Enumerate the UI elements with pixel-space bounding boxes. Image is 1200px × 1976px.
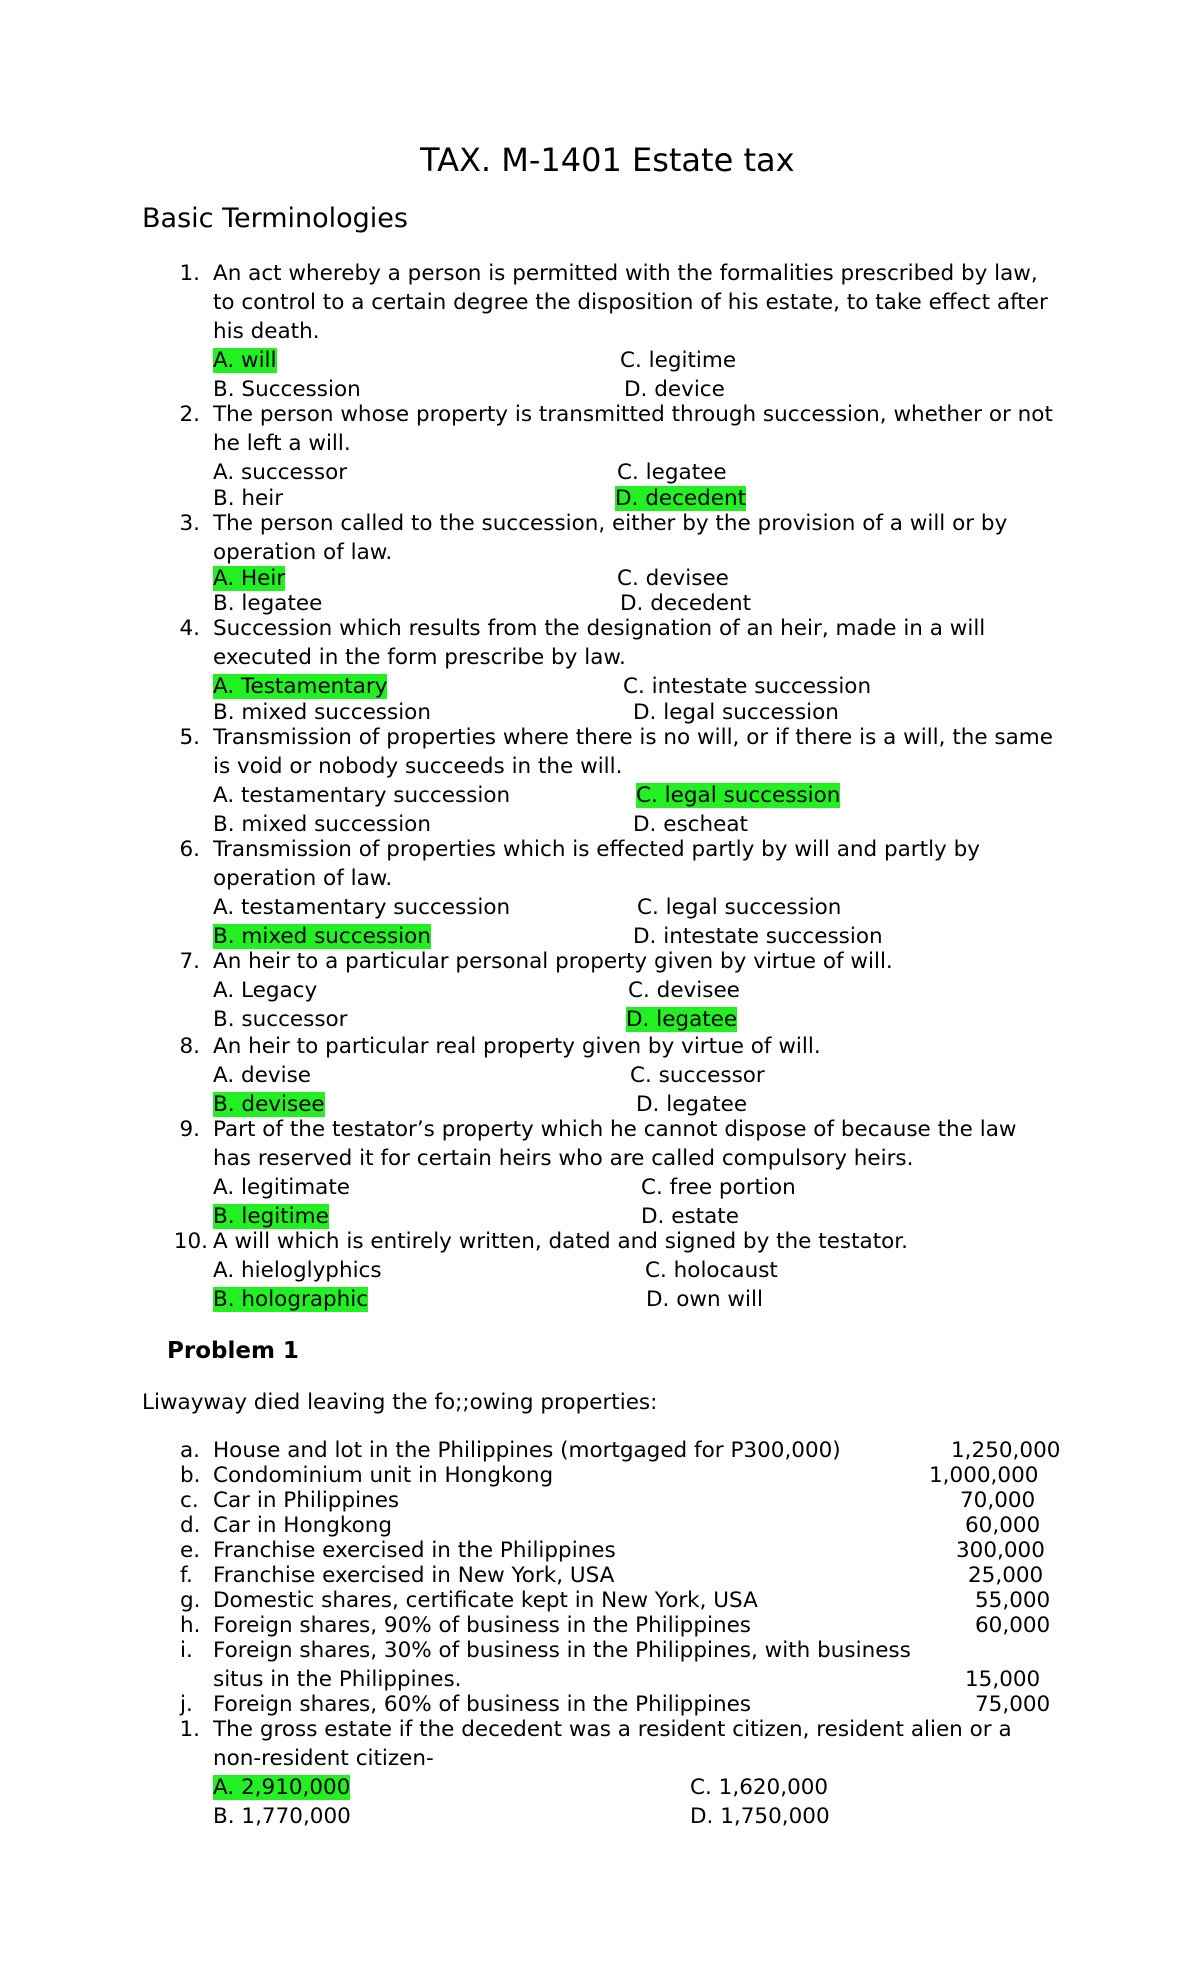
property-description: Franchise exercised in New York, USA bbox=[213, 1563, 615, 1588]
answer-option-d: D. 1,750,000 bbox=[690, 1804, 830, 1829]
answer-option-d: D. intestate succession bbox=[633, 924, 883, 949]
answer-option-b bbox=[213, 1286, 368, 1313]
answer-option-b: B. Succession bbox=[213, 377, 361, 402]
answer-option-b bbox=[213, 1091, 325, 1118]
problem-heading: Problem 1 bbox=[167, 1338, 299, 1364]
answer-option-a: A. testamentary succession bbox=[213, 895, 511, 920]
question-text: to control to a certain degree the disposition of his estate, to take effect after bbox=[213, 290, 1048, 315]
question-number: 9. bbox=[179, 1117, 200, 1142]
answer-option-b: B. 1,770,000 bbox=[213, 1804, 351, 1829]
question-text: An heir to particular real property given by virtue of will. bbox=[213, 1034, 821, 1059]
property-value: 15,000 bbox=[965, 1667, 1041, 1692]
question-text: has reserved it for certain heirs who are called compulsory heirs. bbox=[213, 1146, 914, 1171]
correct-answer-highlight: A. 2,910,000 bbox=[213, 1775, 351, 1800]
question-text: executed in the form prescribe by law. bbox=[213, 645, 626, 670]
document-title: TAX. M-1401 Estate tax bbox=[420, 141, 795, 179]
property-letter: c. bbox=[180, 1488, 199, 1513]
question-text: Succession which results from the designation of an heir, made in a will bbox=[213, 616, 986, 641]
correct-answer-highlight: B. holographic bbox=[213, 1287, 369, 1312]
answer-option-d: D. estate bbox=[641, 1204, 739, 1229]
question-number: 2. bbox=[179, 402, 200, 427]
property-description: Foreign shares, 60% of business in the Philippines bbox=[213, 1692, 752, 1717]
property-value: 300,000 bbox=[956, 1538, 1045, 1563]
property-description: Franchise exercised in the Philippines bbox=[213, 1538, 616, 1563]
answer-option-a bbox=[213, 347, 277, 374]
property-description: Foreign shares, 90% of business in the Philippines bbox=[213, 1613, 752, 1638]
answer-option-a: A. testamentary succession bbox=[213, 783, 511, 808]
answer-option-b: B. mixed succession bbox=[213, 812, 431, 837]
answer-option-b bbox=[213, 1203, 329, 1230]
question-number: 10. bbox=[173, 1229, 208, 1254]
question-text: An heir to a particular personal property given by virtue of will. bbox=[213, 949, 893, 974]
question-text: The person whose property is transmitted through succession, whether or not bbox=[213, 402, 1053, 427]
property-letter: a. bbox=[180, 1438, 201, 1463]
answer-option-c: C. successor bbox=[630, 1063, 765, 1088]
answer-option-c: C. legal succession bbox=[637, 895, 842, 920]
answer-option-d: D. device bbox=[624, 377, 725, 402]
property-description-cont: situs in the Philippines. bbox=[213, 1667, 462, 1692]
answer-option-c: C. holocaust bbox=[645, 1258, 778, 1283]
answer-option-a: A. hieloglyphics bbox=[213, 1258, 382, 1283]
question-text: operation of law. bbox=[213, 540, 393, 565]
answer-option-c: C. devisee bbox=[628, 978, 740, 1003]
question-text: The gross estate if the decedent was a resident citizen, resident alien or a bbox=[213, 1717, 1012, 1742]
answer-option-a bbox=[213, 1774, 350, 1801]
answer-option-a bbox=[213, 673, 387, 700]
question-number: 1. bbox=[179, 261, 200, 286]
question-number: 7. bbox=[179, 949, 200, 974]
answer-option-b: B. legatee bbox=[213, 591, 323, 616]
problem-intro: Liwayway died leaving the fo;;owing properties: bbox=[142, 1390, 658, 1415]
property-value: 60,000 bbox=[975, 1613, 1051, 1638]
property-letter: e. bbox=[180, 1538, 201, 1563]
correct-answer-highlight: B. legitime bbox=[213, 1204, 329, 1229]
question-text: he left a will. bbox=[213, 431, 351, 456]
property-letter: f. bbox=[180, 1563, 193, 1588]
correct-answer-highlight: D. decedent bbox=[615, 486, 747, 511]
answer-option-c: C. legitime bbox=[620, 348, 737, 373]
answer-option-a bbox=[213, 565, 285, 592]
property-value: 70,000 bbox=[960, 1488, 1036, 1513]
property-description: Foreign shares, 30% of business in the Philippines, with business bbox=[213, 1638, 911, 1663]
answer-option-d: D. escheat bbox=[633, 812, 748, 837]
answer-option-c: C. free portion bbox=[641, 1175, 796, 1200]
correct-answer-highlight: A. Testamentary bbox=[213, 674, 388, 699]
question-text: Transmission of properties which is effected partly by will and partly by bbox=[213, 837, 980, 862]
question-text: operation of law. bbox=[213, 866, 393, 891]
question-text: Transmission of properties where there is no will, or if there is a will, the same bbox=[213, 725, 1053, 750]
property-description: Car in Hongkong bbox=[213, 1513, 393, 1538]
property-value: 60,000 bbox=[965, 1513, 1041, 1538]
correct-answer-highlight: D. legatee bbox=[626, 1007, 738, 1032]
answer-option-d bbox=[615, 485, 746, 512]
answer-option-a: A. devise bbox=[213, 1063, 311, 1088]
question-text: Part of the testator’s property which he cannot dispose of because the law bbox=[213, 1117, 1017, 1142]
answer-option-c: C. 1,620,000 bbox=[690, 1775, 829, 1800]
correct-answer-highlight: C. legal succession bbox=[636, 783, 841, 808]
answer-option-c: C. devisee bbox=[617, 566, 729, 591]
property-description: House and lot in the Philippines (mortgaged for P300,000) bbox=[213, 1438, 841, 1463]
property-value: 1,000,000 bbox=[929, 1463, 1039, 1488]
correct-answer-highlight: A. will bbox=[213, 348, 277, 373]
question-number: 6. bbox=[179, 837, 200, 862]
property-letter: d. bbox=[180, 1513, 201, 1538]
answer-option-b: B. heir bbox=[213, 486, 284, 511]
property-letter: g. bbox=[180, 1588, 201, 1613]
answer-option-a: A. legitimate bbox=[213, 1175, 350, 1200]
property-value: 55,000 bbox=[975, 1588, 1051, 1613]
question-number: 3. bbox=[179, 511, 200, 536]
question-text: his death. bbox=[213, 319, 320, 344]
property-value: 75,000 bbox=[975, 1692, 1051, 1717]
correct-answer-highlight: A. Heir bbox=[213, 566, 286, 591]
answer-option-c: C. intestate succession bbox=[623, 674, 872, 699]
question-number: 5. bbox=[179, 725, 200, 750]
question-number: 1. bbox=[179, 1717, 200, 1742]
correct-answer-highlight: B. mixed succession bbox=[213, 924, 431, 949]
answer-option-b: B. mixed succession bbox=[213, 700, 431, 725]
answer-option-d bbox=[626, 1006, 737, 1033]
property-value: 25,000 bbox=[968, 1563, 1044, 1588]
answer-option-c bbox=[636, 782, 840, 809]
property-letter: h. bbox=[180, 1613, 201, 1638]
answer-option-d: D. legatee bbox=[636, 1092, 748, 1117]
property-letter: b. bbox=[180, 1463, 201, 1488]
property-description: Domestic shares, certificate kept in New York, USA bbox=[213, 1588, 758, 1613]
answer-option-b bbox=[213, 923, 431, 950]
answer-option-d: D. decedent bbox=[620, 591, 752, 616]
correct-answer-highlight: B. devisee bbox=[213, 1092, 325, 1117]
answer-option-d: D. legal succession bbox=[633, 700, 839, 725]
answer-option-d: D. own will bbox=[646, 1287, 763, 1312]
question-text: non-resident citizen- bbox=[213, 1746, 434, 1771]
answer-option-c: C. legatee bbox=[617, 460, 727, 485]
section-heading: Basic Terminologies bbox=[142, 203, 408, 234]
question-number: 8. bbox=[179, 1034, 200, 1059]
question-text: The person called to the succession, either by the provision of a will or by bbox=[213, 511, 1008, 536]
property-description: Car in Philippines bbox=[213, 1488, 400, 1513]
property-description: Condominium unit in Hongkong bbox=[213, 1463, 554, 1488]
question-text: An act whereby a person is permitted with the formalities prescribed by law, bbox=[213, 261, 1038, 286]
question-text: is void or nobody succeeds in the will. bbox=[213, 754, 623, 779]
property-letter: j. bbox=[180, 1692, 193, 1717]
property-value: 1,250,000 bbox=[951, 1438, 1061, 1463]
property-letter: i. bbox=[180, 1638, 193, 1663]
question-number: 4. bbox=[179, 616, 200, 641]
answer-option-b: B. successor bbox=[213, 1007, 348, 1032]
question-text: A will which is entirely written, dated and signed by the testator. bbox=[213, 1229, 908, 1254]
answer-option-a: A. successor bbox=[213, 460, 348, 485]
answer-option-a: A. Legacy bbox=[213, 978, 318, 1003]
